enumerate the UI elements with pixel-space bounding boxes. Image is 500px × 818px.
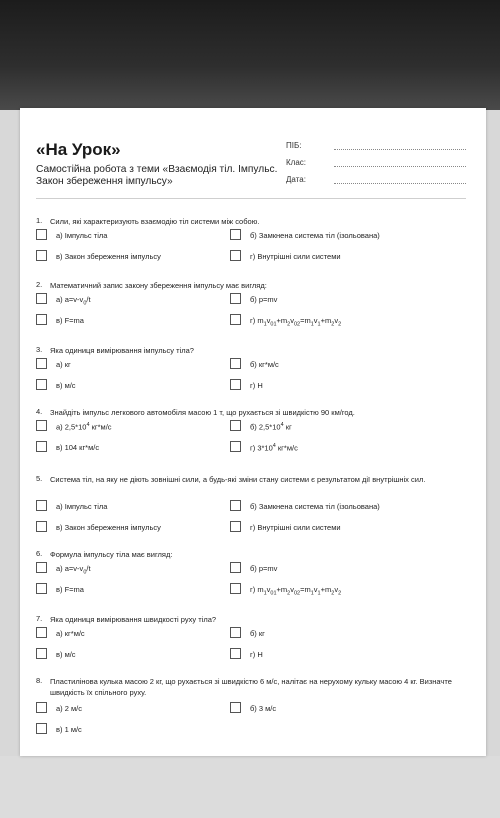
answer-checkbox[interactable] (230, 250, 241, 261)
answer-label: б) Замкнена система тіл (ізольована) (250, 502, 380, 511)
question-text: Сили, які характеризують взаємодію тіл системи між собою. (50, 217, 260, 226)
answer-option[interactable] (230, 648, 420, 662)
answer-option[interactable] (230, 250, 420, 264)
question-number: 6. (36, 549, 43, 558)
answer-option[interactable] (36, 562, 226, 576)
answer-checkbox[interactable] (230, 358, 241, 369)
answer-label: в) Закон збереження імпульсу (56, 523, 161, 532)
answer-option[interactable] (36, 314, 226, 328)
date-field-line[interactable] (334, 183, 466, 184)
answer-label: а) Імпульс тіла (56, 502, 108, 511)
answer-checkbox[interactable] (230, 583, 241, 594)
answer-checkbox[interactable] (230, 293, 241, 304)
answer-option[interactable] (36, 583, 226, 597)
answer-checkbox[interactable] (36, 521, 47, 532)
answer-option[interactable] (230, 379, 420, 393)
answer-checkbox[interactable] (36, 293, 47, 304)
answer-label: в) F=ma (56, 316, 84, 325)
class-field-line[interactable] (334, 166, 466, 167)
answer-checkbox[interactable] (36, 583, 47, 594)
answer-checkbox[interactable] (230, 229, 241, 240)
answer-checkbox[interactable] (230, 521, 241, 532)
answer-checkbox[interactable] (230, 648, 241, 659)
question-number: 5. (36, 474, 43, 483)
answer-checkbox[interactable] (230, 702, 241, 713)
question-number: 7. (36, 614, 43, 623)
answer-option[interactable] (230, 562, 420, 576)
question-number: 8. (36, 676, 43, 685)
question-number: 3. (36, 345, 43, 354)
answer-checkbox[interactable] (36, 420, 47, 431)
answer-label: г) $3*10^4$ кг*м/с (250, 443, 298, 453)
background-top (0, 0, 500, 110)
answer-label: б) кг*м/с (250, 360, 279, 369)
worksheet-page (20, 108, 486, 756)
date-field[interactable] (286, 175, 466, 184)
question-number: 4. (36, 407, 43, 416)
answer-checkbox[interactable] (230, 562, 241, 573)
page-subtitle: Самостійна робота з теми «Взаємодія тіл. Імпульс. Закон збереження імпульсу» (36, 164, 278, 187)
answer-option[interactable] (36, 627, 226, 641)
answer-label: г) Н (250, 381, 263, 390)
question-text: Система тіл, на яку не діють зовнішні сили, а будь-які зміни стану системи є результатом дії внутрішніх сил. (50, 475, 426, 484)
answer-label: в) Закон збереження імпульсу (56, 252, 161, 261)
answer-checkbox[interactable] (36, 723, 47, 734)
answer-label: в) F=ma (56, 585, 84, 594)
question-number: 1. (36, 216, 43, 225)
answer-checkbox[interactable] (230, 379, 241, 390)
answer-label: б) p=mv (250, 564, 278, 573)
answer-option[interactable] (36, 358, 226, 372)
answer-option[interactable] (36, 648, 226, 662)
answer-checkbox[interactable] (230, 500, 241, 511)
answer-checkbox[interactable] (230, 420, 241, 431)
answer-option[interactable] (230, 293, 420, 307)
date-field-label: Дата: (286, 175, 306, 184)
answer-label: г) Н (250, 650, 263, 659)
answer-checkbox[interactable] (230, 441, 241, 452)
answer-option[interactable] (230, 627, 420, 641)
answer-checkbox[interactable] (230, 627, 241, 638)
answer-option[interactable] (230, 583, 420, 597)
answer-label: в) 1 м/с (56, 725, 82, 734)
question-text: Пластилінова кулька масою 2 кг, що рухається зі швидкістю 6 м/с, налітає на нерухому кульку масою 4 кг. Визначте швидкість їх спільного руху. (50, 677, 452, 697)
answer-option[interactable] (36, 702, 226, 716)
question-text: Знайдіть імпульс легкового автомобіля масою 1 т, що рухається зі швидкістю 90 км/год. (50, 408, 355, 417)
answer-label: в) 104 кг*м/с (56, 443, 100, 452)
answer-label: г) $m_1v_{01}+m_2v_{02}=m_1v_1+m_2v_2$ (250, 316, 342, 328)
answer-option[interactable] (36, 293, 226, 307)
answer-label: а) Імпульс тіла (56, 231, 108, 240)
answer-label: в) м/с (56, 381, 76, 390)
answer-label: б) кг (250, 629, 265, 638)
class-field-label: Клас: (286, 158, 306, 167)
question-text: Математичний запис закону збереження імпульсу має вигляд: (50, 281, 267, 290)
answer-label: г) Внутрішні сили системи (250, 523, 341, 532)
name-field[interactable] (286, 141, 466, 150)
answer-checkbox[interactable] (36, 627, 47, 638)
question-number: 2. (36, 280, 43, 289)
answer-option[interactable] (230, 702, 420, 716)
name-field-label: ПІБ: (286, 141, 302, 150)
page-title: «На Урок» (36, 140, 121, 159)
answer-option[interactable] (230, 521, 420, 535)
header-divider (36, 198, 466, 199)
background-bottom (0, 756, 500, 818)
answer-label: г) $m_1v_{01}+m_2v_{02}=m_1v_1+m_2v_2$ (250, 585, 342, 597)
question-text: Формула імпульсу тіла має вигляд: (50, 550, 173, 559)
answer-label: а) $a=v-v_0/t$ (56, 295, 91, 307)
answer-option[interactable] (230, 420, 420, 434)
answer-checkbox[interactable] (36, 314, 47, 325)
name-field-line[interactable] (334, 149, 466, 150)
answer-label: б) p=mv (250, 295, 278, 304)
answer-checkbox[interactable] (36, 500, 47, 511)
answer-option[interactable] (36, 250, 226, 264)
answer-label: а) $a=v-v_0/t$ (56, 564, 91, 576)
answer-option[interactable] (36, 441, 226, 455)
answer-label: в) м/с (56, 650, 76, 659)
answer-checkbox[interactable] (36, 358, 47, 369)
class-field[interactable] (286, 158, 466, 167)
answer-label: б) Замкнена система тіл (ізольована) (250, 231, 380, 240)
answer-option[interactable] (36, 420, 226, 434)
answer-label: б) $2,5*10^4$ кг (250, 422, 292, 432)
answer-checkbox[interactable] (36, 379, 47, 390)
question-text: Яка одиниця вимірювання швидкості руху тіла? (50, 615, 217, 624)
answer-label: а) кг (56, 360, 71, 369)
answer-checkbox[interactable] (36, 702, 47, 713)
answer-option[interactable] (230, 441, 420, 455)
answer-checkbox[interactable] (36, 648, 47, 659)
answer-option[interactable] (36, 500, 226, 514)
answer-checkbox[interactable] (36, 562, 47, 573)
answer-checkbox[interactable] (36, 441, 47, 452)
answer-option[interactable] (230, 500, 420, 514)
answer-option[interactable] (36, 723, 226, 737)
answer-checkbox[interactable] (36, 229, 47, 240)
answer-option[interactable] (230, 314, 420, 328)
answer-label: а) $2,5*10^4$ кг*м/с (56, 422, 112, 432)
answer-label: г) Внутрішні сили системи (250, 252, 341, 261)
answer-option[interactable] (36, 379, 226, 393)
answer-option[interactable] (230, 358, 420, 372)
answer-label: б) 3 м/с (250, 704, 277, 713)
question-text: Яка одиниця вимірювання імпульсу тіла? (50, 346, 194, 355)
answer-label: а) кг*м/с (56, 629, 85, 638)
answer-option[interactable] (230, 229, 420, 243)
answer-option[interactable] (36, 229, 226, 243)
answer-label: а) 2 м/с (56, 704, 82, 713)
answer-checkbox[interactable] (36, 250, 47, 261)
answer-option[interactable] (36, 521, 226, 535)
answer-checkbox[interactable] (230, 314, 241, 325)
